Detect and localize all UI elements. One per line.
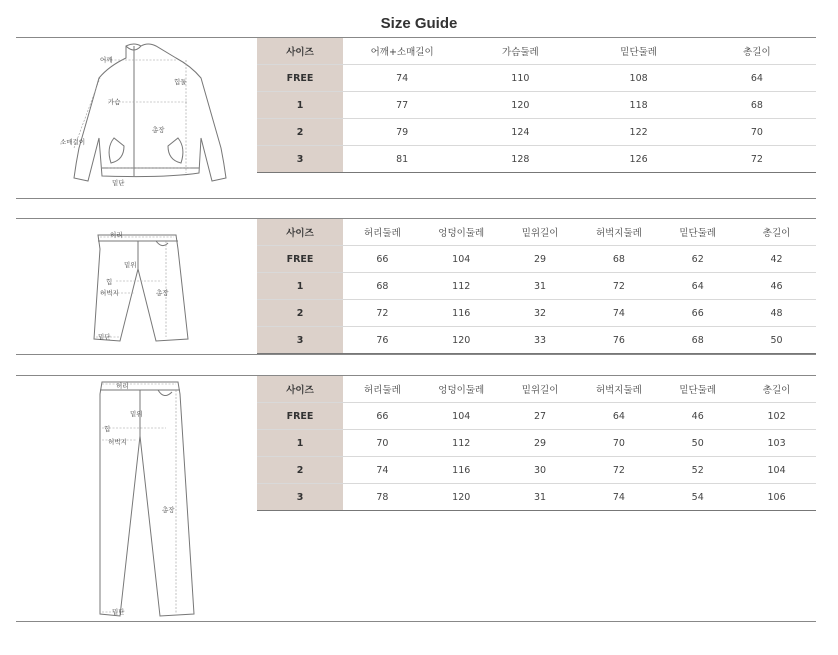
size-cell: 3 <box>257 484 343 511</box>
table-cell: 106 <box>737 484 816 511</box>
table-cell: 72 <box>579 457 658 484</box>
table-cell: 74 <box>343 65 461 92</box>
table-cell: 112 <box>422 430 501 457</box>
table-cell: 31 <box>501 484 580 511</box>
header-cell: 총길이 <box>698 38 816 65</box>
size-cell: FREE <box>257 403 343 430</box>
table-cell: 31 <box>501 273 580 300</box>
table-cell: 48 <box>737 300 816 327</box>
header-cell: 밑위길이 <box>501 376 580 403</box>
jacket-label-shoulder: 어깨 <box>100 56 113 64</box>
table-cell: 54 <box>658 484 737 511</box>
header-cell: 가슴둘레 <box>461 38 579 65</box>
jacket-illustration <box>16 38 256 198</box>
table-row <box>257 327 816 354</box>
jacket-label-sleeve: 소매길이 <box>60 138 86 146</box>
pants-illustration <box>16 376 256 621</box>
table-cell: 30 <box>501 457 580 484</box>
table-cell: 50 <box>737 327 816 354</box>
table-cell: 68 <box>579 246 658 273</box>
size-cell: 1 <box>257 273 343 300</box>
table-cell: 116 <box>422 457 501 484</box>
table-cell: 68 <box>343 273 422 300</box>
table-row <box>257 92 816 119</box>
shorts-label-waist: 허리 <box>110 231 123 239</box>
size-cell: FREE <box>257 246 343 273</box>
table-cell: 33 <box>501 327 580 354</box>
header-cell: 허리둘레 <box>343 219 422 246</box>
pants-label-hip: 힙 <box>104 425 111 433</box>
shorts-label-thigh: 허벅지 <box>100 289 119 297</box>
table-cell: 122 <box>580 119 698 146</box>
pants-label-hem: 밑단 <box>112 608 125 616</box>
table-cell: 116 <box>422 300 501 327</box>
table-cell: 79 <box>343 119 461 146</box>
shorts-label-length: 총장 <box>156 289 169 297</box>
table-cell: 68 <box>698 92 816 119</box>
table-cell: 110 <box>461 65 579 92</box>
header-cell: 밑단둘레 <box>658 376 737 403</box>
table-cell: 128 <box>461 146 579 173</box>
table-cell: 62 <box>658 246 737 273</box>
header-cell: 밑단둘레 <box>658 219 737 246</box>
table-cell: 104 <box>737 457 816 484</box>
table-cell: 42 <box>737 246 816 273</box>
table-cell: 27 <box>501 403 580 430</box>
table-cell: 32 <box>501 300 580 327</box>
size-cell: 3 <box>257 327 343 354</box>
table-cell: 76 <box>343 327 422 354</box>
size-cell: 3 <box>257 146 343 173</box>
table-cell: 104 <box>422 403 501 430</box>
pants-section <box>16 375 816 622</box>
table-cell: 46 <box>658 403 737 430</box>
header-cell: 허리둘레 <box>343 376 422 403</box>
table-cell: 66 <box>343 403 422 430</box>
table-cell: 29 <box>501 430 580 457</box>
table-cell: 102 <box>737 403 816 430</box>
header-cell: 허벅지둘레 <box>579 219 658 246</box>
table-cell: 124 <box>461 119 579 146</box>
table-cell: 72 <box>698 146 816 173</box>
table-header-row <box>257 38 816 65</box>
table-cell: 74 <box>579 484 658 511</box>
table-row <box>257 403 816 430</box>
shorts-label-hem: 밑단 <box>98 333 111 341</box>
table-cell: 112 <box>422 273 501 300</box>
table-cell: 76 <box>579 327 658 354</box>
table-cell: 64 <box>579 403 658 430</box>
table-cell: 118 <box>580 92 698 119</box>
table-row <box>257 65 816 92</box>
header-cell: 사이즈 <box>257 376 343 403</box>
jacket-section <box>16 37 816 199</box>
table-cell: 120 <box>461 92 579 119</box>
table-cell: 72 <box>579 273 658 300</box>
table-cell: 126 <box>580 146 698 173</box>
header-cell: 어깨+소매길이 <box>343 38 461 65</box>
header-cell: 총길이 <box>737 219 816 246</box>
table-cell: 64 <box>698 65 816 92</box>
table-cell: 70 <box>579 430 658 457</box>
table-cell: 29 <box>501 246 580 273</box>
size-cell: 1 <box>257 92 343 119</box>
table-cell: 72 <box>343 300 422 327</box>
table-cell: 108 <box>580 65 698 92</box>
size-cell: FREE <box>257 65 343 92</box>
jacket-label-chest: 가슴 <box>108 98 121 106</box>
header-cell: 엉덩이둘레 <box>422 376 501 403</box>
jacket-label-hem: 밑단 <box>112 179 125 187</box>
header-cell: 총길이 <box>737 376 816 403</box>
jacket-label-hip: 힙둘 <box>174 78 187 86</box>
table-row <box>257 484 816 511</box>
header-cell: 밑위길이 <box>501 219 580 246</box>
table-row <box>257 246 816 273</box>
pants-label-rise: 밑위 <box>130 410 143 418</box>
table-cell: 120 <box>422 327 501 354</box>
table-cell: 78 <box>343 484 422 511</box>
header-cell: 사이즈 <box>257 38 343 65</box>
table-cell: 64 <box>658 273 737 300</box>
table-cell: 70 <box>343 430 422 457</box>
pants-size-table <box>257 376 816 511</box>
table-row <box>257 430 816 457</box>
table-row <box>257 457 816 484</box>
table-cell: 74 <box>343 457 422 484</box>
table-cell: 70 <box>698 119 816 146</box>
table-header-row <box>257 219 816 246</box>
table-cell: 50 <box>658 430 737 457</box>
table-cell: 46 <box>737 273 816 300</box>
header-cell: 사이즈 <box>257 219 343 246</box>
table-cell: 74 <box>579 300 658 327</box>
shorts-label-rise: 밑위 <box>124 261 137 269</box>
header-cell: 허벅지둘레 <box>579 376 658 403</box>
table-header-row <box>257 376 816 403</box>
header-cell: 엉덩이둘레 <box>422 219 501 246</box>
pants-label-thigh: 허벅지 <box>108 438 127 446</box>
table-cell: 68 <box>658 327 737 354</box>
table-cell: 103 <box>737 430 816 457</box>
table-row <box>257 146 816 173</box>
size-cell: 2 <box>257 300 343 327</box>
jacket-size-table <box>257 38 816 173</box>
table-cell: 81 <box>343 146 461 173</box>
table-cell: 120 <box>422 484 501 511</box>
table-cell: 77 <box>343 92 461 119</box>
size-cell: 2 <box>257 457 343 484</box>
shorts-label-hip: 힙 <box>106 278 113 286</box>
jacket-label-length: 총장 <box>152 126 165 134</box>
pants-label-waist: 허리 <box>116 382 129 390</box>
page-title: Size Guide <box>380 15 458 32</box>
table-cell: 104 <box>422 246 501 273</box>
size-cell: 1 <box>257 430 343 457</box>
shorts-size-table <box>257 219 816 354</box>
table-cell: 52 <box>658 457 737 484</box>
table-cell: 66 <box>658 300 737 327</box>
size-cell: 2 <box>257 119 343 146</box>
pants-label-length: 총장 <box>162 506 175 514</box>
table-row <box>257 273 816 300</box>
header-cell: 밑단둘레 <box>580 38 698 65</box>
table-cell: 66 <box>343 246 422 273</box>
table-row <box>257 119 816 146</box>
shorts-section <box>16 218 816 355</box>
shorts-illustration <box>16 219 256 354</box>
table-row <box>257 300 816 327</box>
